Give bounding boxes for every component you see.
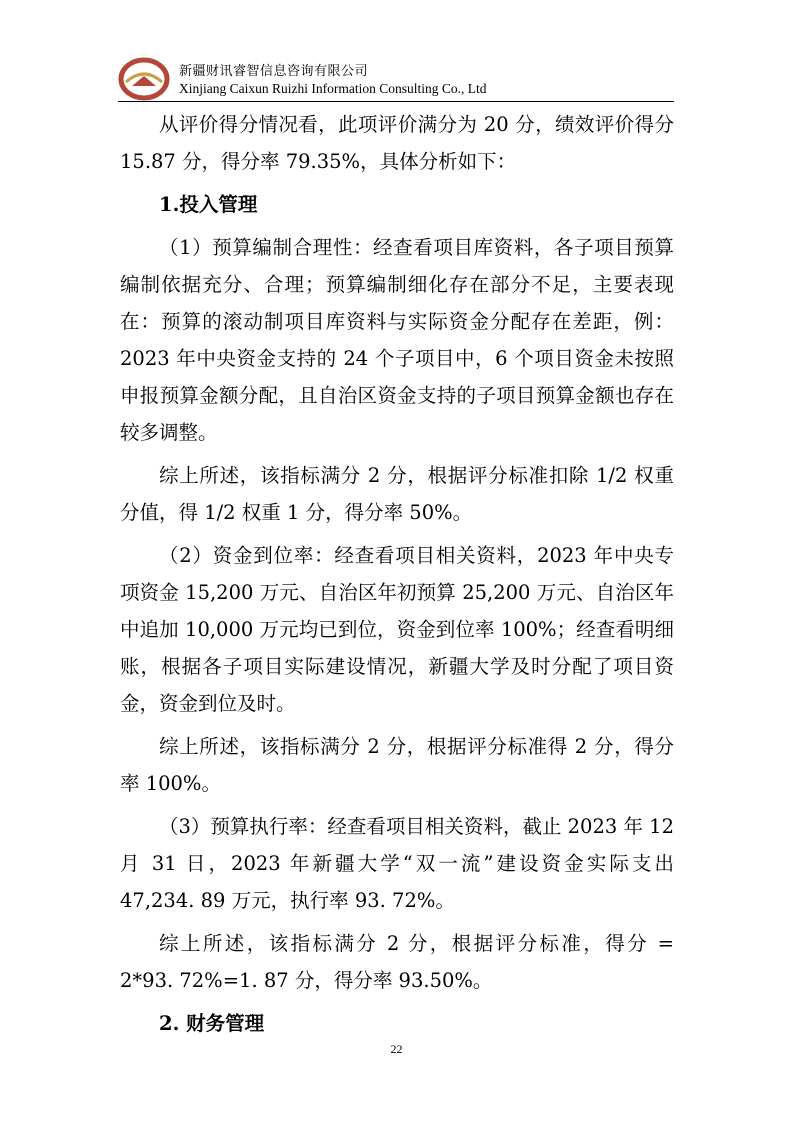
page-number: 22 xyxy=(390,1042,403,1056)
section-heading-input-management: 1.投入管理 xyxy=(159,193,258,216)
intro-paragraph: 从评价得分情况看，此项评价满分为 20 分，绩效评价得分 15.87 分，得分率 79.35%，具体分析如下： xyxy=(120,113,674,173)
company-name-chinese: 新疆财讯睿智信息咨询有限公司 xyxy=(179,64,369,79)
page-header xyxy=(114,54,674,102)
header-divider xyxy=(118,101,674,102)
company-name-english: Xinjiang Caixun Ruizhi Information Consulting Co., Ltd xyxy=(179,81,487,96)
summary-fund-arrival-rate: 综上所述，该指标满分 2 分，根据评分标准得 2 分，得分率 100%。 xyxy=(120,735,674,795)
paragraph-budget-execution-rate: （3）预算执行率：经查看项目相关资料，截止 2023 年 12 月 31 日，2023 年新疆大学“双一流”建设资金实际支出 47,234. 89 万元，执行率 93. 72%。 xyxy=(120,815,674,912)
document-body xyxy=(120,106,674,1042)
paragraph-fund-arrival-rate: （2）资金到位率：经查看项目相关资料，2023 年中央专项资金 15,200 万元、自治区年初预算 25,200 万元、自治区年中追加 10,000 万元均已到位，资金到位率 100%；经查看明细账，根据各子项目实际建设情况，新疆大学及时分配了项目资金，资金到位及时。 xyxy=(120,544,674,715)
section-heading-financial-management: 2. 财务管理 xyxy=(159,1012,265,1035)
summary-budget-rationality: 综上所述，该指标满分 2 分，根据评分标准扣除 1/2 权重分值，得 1/2 权重 1 分，得分率 50%。 xyxy=(120,464,674,524)
company-logo-icon xyxy=(118,56,170,102)
summary-budget-execution-rate: 综上所述，该指标满分 2 分，根据评分标准，得分 = 2*93. 72%=1. 87 分，得分率 93.50%。 xyxy=(120,932,674,992)
paragraph-budget-rationality: （1）预算编制合理性：经查看项目库资料，各子项目预算编制依据充分、合理；预算编制细化存在部分不足，主要表现在：预算的滚动制项目库资料与实际资金分配存在差距，例：2023 年中央资金支持的 24 个子项目中，6 个项目资金未按照申报预算金额分配，且自治区资金支持的子项目预算金额也存在较多调整。 xyxy=(120,236,674,444)
